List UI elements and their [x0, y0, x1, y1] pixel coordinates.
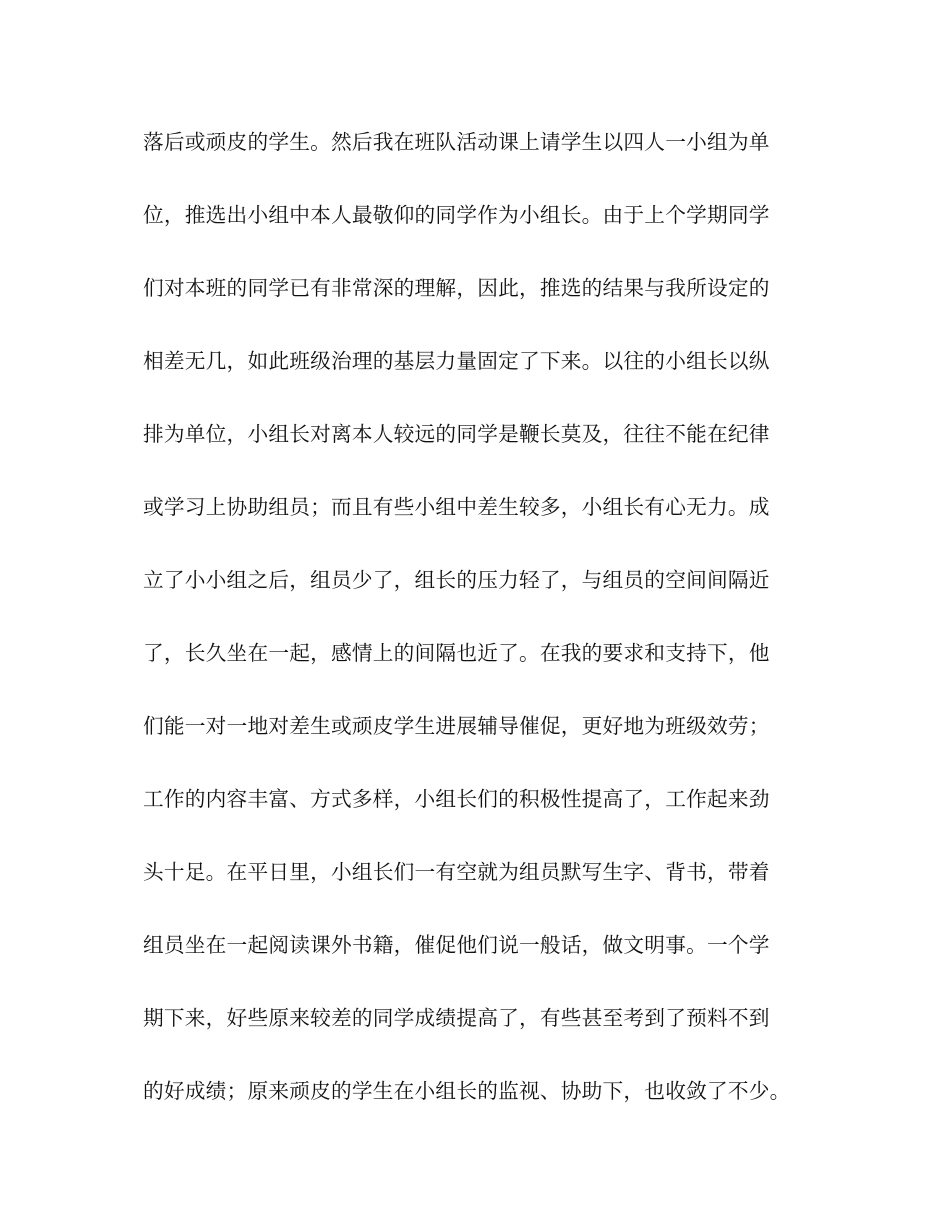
text-line: 头十足。在平日里，小组长们一有空就为组员默写生字、背书，带着	[143, 860, 770, 884]
text-line: 工作的内容丰富、方式多样，小组长们的积极性提高了，工作起来劲	[143, 787, 770, 811]
text-line: 立了小小组之后，组员少了，组长的压力轻了，与组员的空间间隔近	[143, 568, 770, 592]
text-line: 相差无几，如此班级治理的基层力量固定了下来。以往的小组长以纵	[143, 349, 770, 373]
text-line: 的好成绩；原来顽皮的学生在小组长的监视、协助下，也收敛了不少。	[143, 1079, 791, 1103]
text-line: 组员坐在一起阅读课外书籍，催促他们说一般话，做文明事。一个学	[143, 933, 770, 957]
text-line: 了，长久坐在一起，感情上的间隔也近了。在我的要求和支持下，他	[143, 641, 770, 665]
text-line: 或学习上协助组员；而且有些小组中差生较多，小组长有心无力。成	[143, 495, 770, 519]
text-line: 位，推选出小组中本人最敬仰的同学作为小组长。由于上个学期同学	[143, 203, 770, 227]
text-line: 期下来，好些原来较差的同学成绩提高了，有些甚至考到了预料不到	[143, 1006, 770, 1030]
text-line: 排为单位，小组长对离本人较远的同学是鞭长莫及，往往不能在纪律	[143, 422, 770, 446]
body-paragraph	[143, 122, 823, 1144]
text-line: 落后或顽皮的学生。然后我在班队活动课上请学生以四人一小组为单	[143, 130, 770, 154]
text-line: 们对本班的同学已有非常深的理解，因此，推选的结果与我所设定的	[143, 276, 770, 300]
text-line: 们能一对一地对差生或顽皮学生进展辅导催促，更好地为班级效劳；	[143, 714, 770, 738]
